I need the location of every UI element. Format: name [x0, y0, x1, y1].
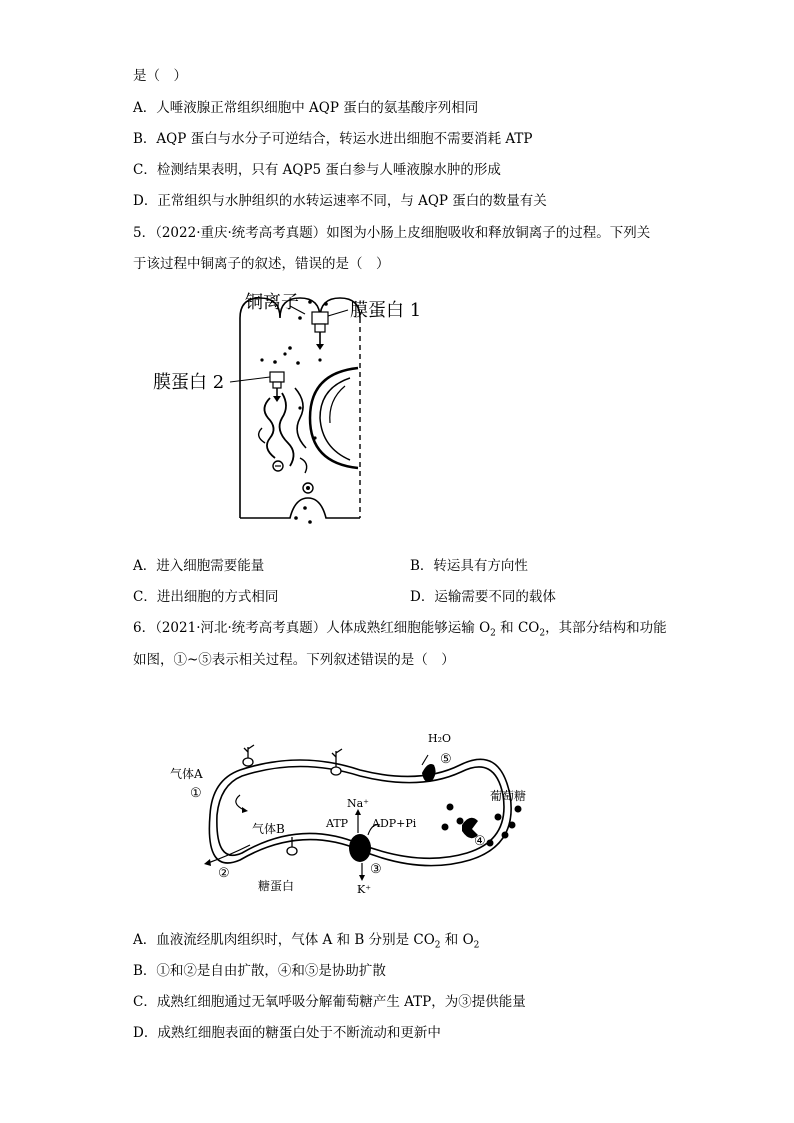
glucose-label: 葡萄糖	[490, 789, 527, 803]
q4-option-d: D．正常组织与水肿组织的水转运速率不同，与 AQP 蛋白的数量有关	[133, 193, 547, 209]
atp-label: ATP	[326, 817, 349, 830]
membrane-protein-1-label: 膜蛋白 1	[350, 300, 422, 321]
q6-option-a: A．血液流经肌肉组织时，气体 A 和 B 分别是 $CO_2$ 和 $O_2$	[133, 932, 480, 951]
process-5-label: ⑤	[440, 752, 452, 767]
membrane-protein-2-label: 膜蛋白 2	[153, 372, 225, 393]
q6-option-d: D．成熟红细胞表面的糖蛋白处于不断流动和更新中	[133, 1025, 441, 1041]
q5-figure-epithelial-cell	[150, 288, 440, 528]
q4-stem-tail: 是（ ）	[133, 68, 187, 84]
q4-option-b: B．AQP 蛋白与水分子可逆结合，转运水进出细胞不需要消耗 ATP	[133, 131, 533, 147]
q5-option-c: C．进出细胞的方式相同	[133, 589, 279, 605]
process-1-label: ①	[190, 786, 202, 801]
q6-option-c: C．成熟红细胞通过无氧呼吸分解葡萄糖产生 ATP，为③提供能量	[133, 994, 526, 1010]
process-4-label: ④	[474, 834, 486, 849]
q6-stem-line1: 6．（2021·河北·统考高考真题）人体成熟红细胞能够运输 $O_2$ 和 $CO_2$，其部分结构和功能	[133, 620, 667, 639]
q5-option-a: A．进入细胞需要能量	[133, 558, 265, 574]
adp-pi-label: ADP+Pi	[372, 817, 417, 830]
na-label: Na⁺	[347, 797, 369, 810]
q5-stem-line1: 5．（2022·重庆·统考高考真题）如图为小肠上皮细胞吸收和释放铜离子的过程。下列关	[133, 225, 651, 241]
q6-stem-line2: 如图，①~⑤表示相关过程。下列叙述错误的是（ ）	[133, 652, 455, 668]
glycoprotein-label: 糖蛋白	[258, 879, 295, 893]
water-label: H₂O	[428, 732, 452, 745]
gas-b-label: 气体B	[252, 822, 285, 836]
q6-option-b: B．①和②是自由扩散，④和⑤是协助扩散	[133, 963, 386, 979]
process-3-label: ③	[370, 862, 382, 877]
copper-ion-label: 铜离子	[245, 292, 299, 313]
gas-a-label: 气体A	[170, 767, 203, 781]
q5-stem-line2: 于该过程中铜离子的叙述，错误的是（ ）	[133, 256, 390, 272]
q4-option-c: C．检测结果表明，只有 AQP5 蛋白参与人唾液腺水肿的形成	[133, 162, 501, 178]
q6-figure-red-blood-cell	[160, 725, 560, 900]
q4-option-a: A．人唾液腺正常组织细胞中 AQP 蛋白的氨基酸序列相同	[133, 100, 479, 116]
process-2-label: ②	[218, 866, 230, 881]
k-label: K⁺	[357, 883, 372, 896]
q5-option-b: B．转运具有方向性	[410, 558, 528, 574]
q5-option-d: D．运输需要不同的载体	[410, 589, 556, 605]
